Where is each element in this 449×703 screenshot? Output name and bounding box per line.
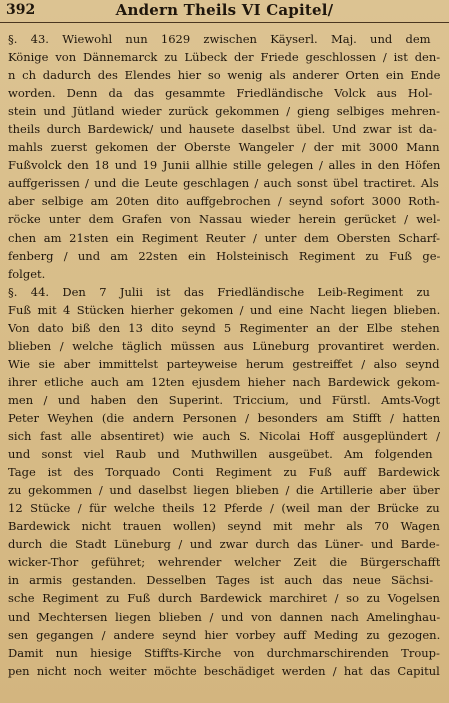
page-number: 392 xyxy=(6,2,36,18)
text-line: stein und Jütland wieder zurück gekommen / gieng selbiges mehren- xyxy=(8,104,440,119)
text-line: chen am 21sten ein Regiment Reuter / unter dem Obersten Scharf- xyxy=(8,230,440,245)
text-line: blieben / welche täglich müssen aus Lüneburg provantiret werden. xyxy=(8,338,440,353)
page-body xyxy=(8,30,440,680)
paragraph xyxy=(8,30,440,283)
text-line: Tage ist des Torquado Conti Regiment zu Fuß auff Bardewick xyxy=(8,465,440,480)
text-line: Damit nun hiesige Stiffts-Kirche von durchmarschirenden Troup- xyxy=(8,645,440,660)
text-line: folget. xyxy=(8,266,46,281)
text-line: ihrer etliche auch am 12ten ejusdem hieher nach Bardewick gekom- xyxy=(8,374,440,389)
text-line: worden. Denn da das gesammte Friedländische Volck aus Hol- xyxy=(8,86,433,101)
text-line: 12 Stücke / für welche theils 12 Pferde / (weil man der Brücke zu xyxy=(8,501,440,516)
text-line: fenberg / und am 22sten ein Holsteinisch Regiment zu Fuß ge- xyxy=(8,248,440,263)
text-line: sich fast alle absentiret) wie auch S. Nicolai Hoff ausgeplündert / xyxy=(8,429,440,444)
text-line: mahls zuerst gekomen der Oberste Wangeler / der mit 3000 Mann xyxy=(8,140,440,155)
text-line: n ch dadurch des Elendes hier so wenig als anderer Orten ein Ende xyxy=(8,68,440,83)
text-line: und sonst viel Raub und Muthwillen ausgeübet. Am folgenden xyxy=(8,447,433,462)
text-line: Fuß mit 4 Stücken hierher gekomen / und eine Nacht liegen blieben. xyxy=(8,302,440,317)
text-line: men / und haben den Superint. Triccium, und Fürstl. Amts-Vogt xyxy=(8,392,440,407)
text-line: §. 43. Wiewohl nun 1629 zwischen Käyserl. Maj. und dem xyxy=(8,32,431,46)
text-line: pen nicht noch weiter möchte beschädiget werden / hat das Capitul xyxy=(8,663,440,678)
text-line: Könige von Dännemarck zu Lübeck der Friede geschlossen / ist den- xyxy=(8,50,440,65)
text-line: wicker-Thor geführet; wehrender welcher Zeit die Bürgerschafft xyxy=(8,555,440,570)
page-header xyxy=(0,0,449,23)
text-line: röcke unter dem Grafen von Nassau wieder herein gerücket / wel- xyxy=(8,212,440,227)
text-line: aber selbige am 20ten dito auffgebrochen / seynd sofort 3000 Roth- xyxy=(8,194,440,209)
text-line: §. 44. Den 7 Julii ist das Friedländische Leib-Regiment zu xyxy=(8,284,430,299)
text-line: in armis gestanden. Desselben Tages ist auch das neue Sächsi- xyxy=(8,573,434,588)
text-line: sen gegangen / andere seynd hier vorbey auff Meding zu gezogen. xyxy=(8,627,440,642)
text-line: sche Regiment zu Fuß durch Bardewick marchiret / so zu Vogelsen xyxy=(8,591,440,606)
text-line: durch die Stadt Lüneburg / und zwar durch das Lüner- und Barde- xyxy=(8,537,440,552)
text-line: Von dato biß den 13 dito seynd 5 Regimenter an der Elbe stehen xyxy=(8,320,440,335)
text-line: theils durch Bardewick/ und hausete daselbst übel. Und zwar ist da- xyxy=(8,122,437,137)
text-line: Fußvolck den 18 und 19 Junii allhie stille gelegen / alles in den Höfen xyxy=(8,158,440,173)
running-head: Andern Theils VI Capitel/ xyxy=(115,1,334,19)
paragraph xyxy=(8,283,440,680)
text-line: Bardewick nicht trauen wollen) seynd mit mehr als 70 Wagen xyxy=(8,519,440,534)
text-line: zu gekommen / und daselbst liegen blieben / die Artillerie aber über xyxy=(8,483,440,498)
text-line: und Mechtersen liegen blieben / und von dannen nach Amelinghau- xyxy=(8,609,440,624)
text-line: Peter Weyhen (die andern Personen / besonders am Stifft / hatten xyxy=(8,410,440,425)
text-line: auffgerissen / und die Leute geschlagen / auch sonst übel tractiret. Als xyxy=(8,176,439,191)
text-line: Wie sie aber immittelst parteyweise herum gestreiffet / also seynd xyxy=(8,356,440,371)
